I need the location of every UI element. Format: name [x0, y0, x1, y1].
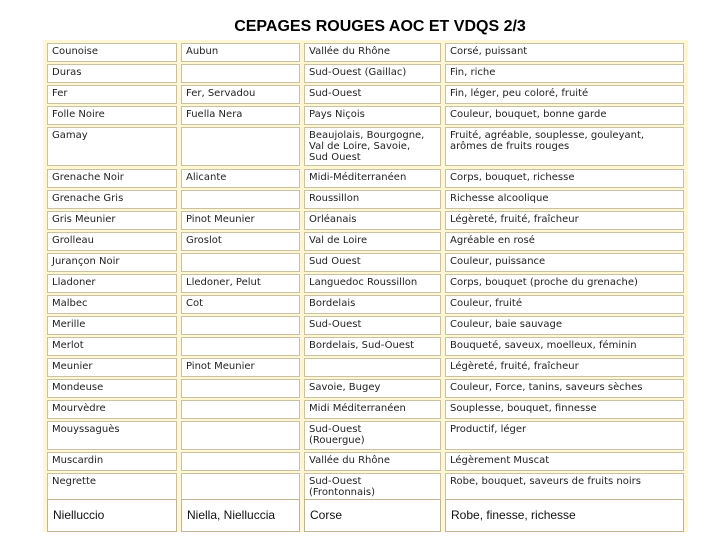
- cell-region: Midi-Méditerranéen: [304, 169, 441, 188]
- cell-caracteristiques: Couleur, puissance: [445, 253, 684, 272]
- cell-synonyme: [181, 421, 300, 450]
- table-row: [43, 421, 688, 450]
- cell-cepage: Negrette: [47, 473, 177, 502]
- cell-cepage: Merlot: [47, 337, 177, 356]
- table-row: [43, 452, 688, 471]
- table-row: [43, 379, 688, 398]
- cell-region: Val de Loire: [304, 232, 441, 251]
- cell-region: Sud-Ouest: [304, 316, 441, 335]
- cell-cepage: Fer: [47, 85, 177, 104]
- cell-synonyme: Fuella Nera: [181, 106, 300, 125]
- table-row: [43, 64, 688, 83]
- cell-synonyme: Pinot Meunier: [181, 211, 300, 230]
- cell-region: Midi Méditerranéen: [304, 400, 441, 419]
- cell-region: Orléanais: [304, 211, 441, 230]
- table-row: [43, 274, 688, 293]
- cell-synonyme: [181, 337, 300, 356]
- cell-cepage: Gamay: [47, 127, 177, 166]
- cell-synonyme: [181, 473, 300, 502]
- cell-region: Sud-Ouest (Frontonnais): [304, 473, 441, 502]
- cell-cepage: Nielluccio: [47, 499, 177, 532]
- cell-caracteristiques: Souplesse, bouquet, finnesse: [445, 400, 684, 419]
- cell-region: Bordelais, Sud-Ouest: [304, 337, 441, 356]
- table-row: [43, 400, 688, 419]
- cell-synonyme: [181, 400, 300, 419]
- cell-synonyme: Aubun: [181, 43, 300, 62]
- cell-synonyme: [181, 379, 300, 398]
- table-row: [43, 358, 688, 377]
- cell-synonyme: Niella, Nielluccia: [181, 499, 300, 532]
- table-row: [43, 253, 688, 272]
- cell-caracteristiques: Robe, bouquet, saveurs de fruits noirs: [445, 473, 684, 502]
- table-row: [43, 85, 688, 104]
- cell-region: Languedoc Roussillon: [304, 274, 441, 293]
- cell-cepage: Muscardin: [47, 452, 177, 471]
- cell-caracteristiques: Corps, bouquet (proche du grenache): [445, 274, 684, 293]
- table-row: [43, 316, 688, 335]
- table-row: [43, 295, 688, 314]
- cell-synonyme: [181, 64, 300, 83]
- cell-synonyme: Cot: [181, 295, 300, 314]
- table-row: [43, 169, 688, 188]
- cell-synonyme: Alicante: [181, 169, 300, 188]
- cell-caracteristiques: Couleur, bouquet, bonne garde: [445, 106, 684, 125]
- table-row: [43, 337, 688, 356]
- cell-caracteristiques: Productif, léger: [445, 421, 684, 450]
- cell-caracteristiques: Couleur, Force, tanins, saveurs sèches: [445, 379, 684, 398]
- cell-cepage: Mourvèdre: [47, 400, 177, 419]
- cell-cepage: Mouyssaguès: [47, 421, 177, 450]
- cell-region: Corse: [304, 499, 441, 532]
- cell-region: Sud-Ouest (Gaillac): [304, 64, 441, 83]
- cell-caracteristiques: Agréable en rosé: [445, 232, 684, 251]
- cell-synonyme: [181, 452, 300, 471]
- cell-synonyme: [181, 127, 300, 166]
- table-row: [43, 190, 688, 209]
- cell-cepage: Grolleau: [47, 232, 177, 251]
- cell-synonyme: [181, 316, 300, 335]
- table-row: [43, 43, 688, 62]
- page-title: CEPAGES ROUGES AOC ET VDQS 2/3: [234, 18, 526, 35]
- cell-caracteristiques: Couleur, baie sauvage: [445, 316, 684, 335]
- cell-cepage: Grenache Noir: [47, 169, 177, 188]
- cell-region: Vallée du Rhône: [304, 452, 441, 471]
- cell-caracteristiques: Bouqueté, saveux, moelleux, féminin: [445, 337, 684, 356]
- grape-table: [43, 40, 688, 502]
- cell-region: Sud-Ouest (Rouergue): [304, 421, 441, 450]
- cell-caracteristiques: Légèrement Muscat: [445, 452, 684, 471]
- cell-synonyme: Groslot: [181, 232, 300, 251]
- cell-region: Pays Niçois: [304, 106, 441, 125]
- cell-caracteristiques: Fin, léger, peu coloré, fruité: [445, 85, 684, 104]
- cell-region: [304, 358, 441, 377]
- cell-caracteristiques: Corsé, puissant: [445, 43, 684, 62]
- cell-caracteristiques: Richesse alcoolique: [445, 190, 684, 209]
- cell-region: Savoie, Bugey: [304, 379, 441, 398]
- cell-caracteristiques: Corps, bouquet, richesse: [445, 169, 684, 188]
- cell-caracteristiques: Fruité, agréable, souplesse, gouleyant, arômes de fruits rouges: [445, 127, 684, 166]
- table-row: [43, 232, 688, 251]
- cell-cepage: Grenache Gris: [47, 190, 177, 209]
- cell-synonyme: [181, 253, 300, 272]
- table-row: [43, 106, 688, 125]
- cell-cepage: Malbec: [47, 295, 177, 314]
- cell-region: Roussillon: [304, 190, 441, 209]
- cell-cepage: Gris Meunier: [47, 211, 177, 230]
- cell-caracteristiques: Robe, finesse, richesse: [445, 499, 684, 532]
- cell-synonyme: Fer, Servadou: [181, 85, 300, 104]
- cell-cepage: Jurançon Noir: [47, 253, 177, 272]
- cell-caracteristiques: Légèreté, fruité, fraîcheur: [445, 358, 684, 377]
- cell-cepage: Duras: [47, 64, 177, 83]
- cell-caracteristiques: Fin, riche: [445, 64, 684, 83]
- table-row: [43, 211, 688, 230]
- cell-caracteristiques: Légèreté, fruité, fraîcheur: [445, 211, 684, 230]
- cell-synonyme: Lledoner, Pelut: [181, 274, 300, 293]
- cell-cepage: Mondeuse: [47, 379, 177, 398]
- cell-cepage: Counoise: [47, 43, 177, 62]
- cell-cepage: Lladoner: [47, 274, 177, 293]
- cell-region: Sud Ouest: [304, 253, 441, 272]
- cell-cepage: Folle Noire: [47, 106, 177, 125]
- table-row: [43, 127, 688, 166]
- table-row: [43, 473, 688, 502]
- cell-region: Sud-Ouest: [304, 85, 441, 104]
- cell-cepage: Merille: [47, 316, 177, 335]
- cell-region: Vallée du Rhône: [304, 43, 441, 62]
- cell-synonyme: Pinot Meunier: [181, 358, 300, 377]
- table-row-highlighted: [43, 499, 688, 532]
- cell-synonyme: [181, 190, 300, 209]
- cell-caracteristiques: Couleur, fruité: [445, 295, 684, 314]
- cell-region: Bordelais: [304, 295, 441, 314]
- cell-region: Beaujolais, Bourgogne, Val de Loire, Savoie, Sud Ouest: [304, 127, 441, 166]
- cell-cepage: Meunier: [47, 358, 177, 377]
